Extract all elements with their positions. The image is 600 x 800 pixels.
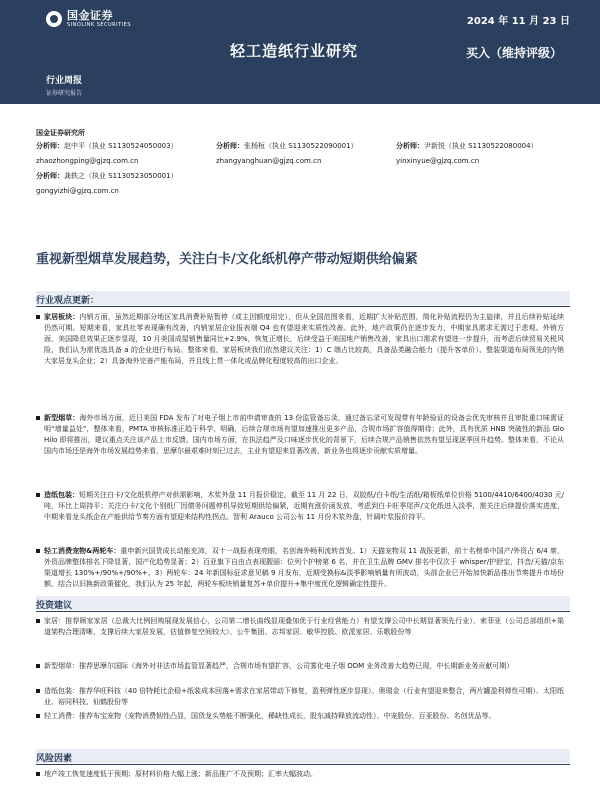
section-background xyxy=(36,291,570,305)
section-divider xyxy=(36,306,570,307)
view-paragraph: 轻工消费宠物&两轮车：重申新兴国货成长动能充沛，双十一战报表现亮眼，名创海外畅利流转首发。1）天猫宠物双 11 战报更新，前十名榜单中国产/外资占 6/4 席，外资品牌整体排名下降显著，国产化趋势显著；2）百亚旗下自由点表现靓丽：位列个护榜第 6 名，并在卫生品牌 GMV 排名中仅次于 whisper/护舒宝，抖音/天猫/京东渠道增长 130%+/90%+/90%+。3）两轮车：24 年新国标征求意见稿 9 月发布，近期受换标&淡季影响销量有所波动，头部企业已开始加快新品推出节奏提升市场份额，结合以旧换新政策催化，我们认为 25 年起，两轮车板块销量复苏+单价提升+集中度优化逻辑确定性提升。 xyxy=(44,546,564,590)
invest-paragraph: 造纸包装：推荐华旺科技（40 倍特耗比企稳+纸装成本回落+需求在家居带动下修复，盈利弹性逐步显现）、奥瑞金（行业有望迎来整合，两片罐盈利弹性可期）、太阳纸业、裕同科技、仙鹤股份等 xyxy=(44,686,564,708)
institution-name: 国金证券研究所 xyxy=(36,129,85,137)
report-title: 轻工造纸行业研究 xyxy=(230,42,359,60)
company-logo xyxy=(46,10,131,28)
bullet-icon xyxy=(36,416,40,420)
analyst-email[interactable]: zhaozhongping@gjzq.com.cn xyxy=(36,157,139,165)
view-paragraph: 造纸包装：短期关注白卡/文化纸机停产对供需影响，木浆外盘 11 月报价稳定。截至 11 月 22 日，双胶纸/白卡纸/生活纸/箱板纸单位价格 5100/4410/6400/4030 元/吨，环比上周持平；关注白卡/文化个别纸厂因债务问题停机导致短期供给偏紧，近期有涨价函发放，考虑到白卡旺季尾声/文化纸进入淡季，需关注后续提价落实进度，中期来看龙头纸企在产能供给节奏方面有望迎来结构性拐点。智利 Arauco 公司公布 11 月份木浆外盘，针阔叶浆报价持平。 xyxy=(44,490,564,523)
analyst-row xyxy=(36,171,576,181)
logo-icon xyxy=(46,11,62,27)
invest-paragraph: 新型烟草：推荐思摩尔国际（海外对非法市场监管显著趋严，合规市场有望扩容，公司雾化电子烟 ODM 业务改善大趋势已现，中长期新业务贡献可期） xyxy=(44,661,564,672)
analyst-entry: 分析师：尹新悦（执业 S1130522080004） xyxy=(396,142,538,150)
bullet-icon xyxy=(36,772,40,776)
logo-en-name: SINOLINK SECURITIES xyxy=(67,22,131,28)
analyst-email-row xyxy=(36,186,576,196)
analyst-email[interactable]: zhangyanghuan@gjzq.com.cn xyxy=(216,157,322,165)
section-background xyxy=(36,749,570,763)
section-background xyxy=(36,596,570,610)
bullet-icon xyxy=(36,664,40,668)
section-heading-views: 行业观点更新： xyxy=(36,296,100,306)
section-heading-risk: 风险因素 xyxy=(36,754,73,764)
rating-badge: 买入（维持评级） xyxy=(466,46,563,60)
view-paragraph: 家居板块：内销方面，虽然近期部分地区家具消费补贴暂停（或主因额度用完），但从全国范围来看，近期扩大补贴范围、简化补贴流程仍为主旋律，并且后续补贴延续仍然可期。短期来看，家具社零表现确有改善，内销家居企业报表端 Q4 也有望迎来实质性改善。此外，地产政策仍在逐步发力，中期家具需求无需过于悲观。外销方面，美国降息效果正逐步显现，10 月美国成屋销售量同比+2.9%，恢复正增长，后续受益于美国地产销售改善，家具出口需求有望进一步提升，而考虑后续贸易关税风险，我们认为需优选具备 a 的企业进行布局。整体来看，家居板块我们依然建议关注：1）C 端占比较高，具备品类融合能力（提升客单价）、整装渠道布局领先的内销大家居龙头企业；2）具备海外完善产能布局，并且线上贯一体化或品牌化程度较高的出口企业。 xyxy=(44,312,564,367)
view-paragraph: 新型烟草：海外市场方面，近日美国 FDA 发布了对电子烟上市前申请审查的 13 份监管备忘录，通过备忘录可发现带有年龄验证的设备会优先审核并且审批重口味需证明“增量益处”，整体来看，PMTA 审核标准正趋于科学、明确，后续合规市场有望加速推出更多产品，合规市场扩容值得期待；此外，具有优质 HNB 突破性的新品 Glo Hilo 即将推出，建议重点关注该产品上市反馈。国内市场方面，在执法趋严及口味逐步优化的背景下，后续合规产品销售依然有望呈现逐季回升趋势。整体来看，不论从国内市场还是海外市场发展趋势来看，思摩尔最艰难时刻已过去，主业有望迎来显著改善，新业务也将逐步贡献实质增量。 xyxy=(44,413,564,457)
report-subtype: 证券研究报告 xyxy=(46,90,83,97)
section-divider xyxy=(36,611,570,612)
bullet-icon xyxy=(36,619,40,623)
bullet-icon xyxy=(36,549,40,553)
analyst-entry: 分析师：龚轶之（执业 S1130523050001） xyxy=(36,172,178,180)
analyst-entry: 分析师：赵中平（执业 S1130524050003） xyxy=(36,142,178,150)
bullet-icon xyxy=(36,714,40,718)
logo-cn-name: 国金证券 xyxy=(67,9,113,22)
bullet-icon xyxy=(36,315,40,319)
invest-paragraph: 家居：推荐顾家家居（总裁大比例回购展现发展信心，公司第二增长曲线显现叠加优于行业经营能力）有望支撑公司中长期显著领先行业），索菲亚（公司总部组织+渠道架构合理清晰，支撑后续大家居发展，估值修复空间较大）、公牛集团、志邦家居、敏华控股、欧派家居、乐歌股份等 xyxy=(44,616,564,638)
bullet-icon xyxy=(36,493,40,497)
report-date: 2024 年 11 月 23 日 xyxy=(466,16,570,27)
report-header xyxy=(0,0,600,104)
analyst-email[interactable]: yinxinyue@gjzq.com.cn xyxy=(396,157,480,165)
invest-paragraph: 轻工消费：推荐布宝宠物（宠物消费韧性凸显，国货龙头势能不断强化，稀缺性成长，股东减持释放流动性）、中宠股份、百亚股份、名创优品等。 xyxy=(44,711,564,722)
analyst-email[interactable]: gongyizhi@gjzq.com.cn xyxy=(36,187,119,195)
bullet-icon xyxy=(36,689,40,693)
report-type: 行业周报 xyxy=(46,76,83,86)
analyst-row xyxy=(36,141,576,151)
analyst-block xyxy=(36,128,576,201)
section-divider xyxy=(36,764,570,765)
main-title: 重视新型烟草发展趋势，关注白卡/文化纸机停产带动短期供给偏紧 xyxy=(36,252,418,267)
analyst-entry: 分析师：张杨桓（执业 S1130522090001） xyxy=(216,142,358,150)
risk-paragraph: 地产竣工恢复速度低于预期；原材料价格大幅上涨；新品推广不及预期；汇率大幅波动。 xyxy=(44,769,564,780)
analyst-email-row xyxy=(36,156,576,166)
section-heading-invest: 投资建议 xyxy=(36,601,73,611)
